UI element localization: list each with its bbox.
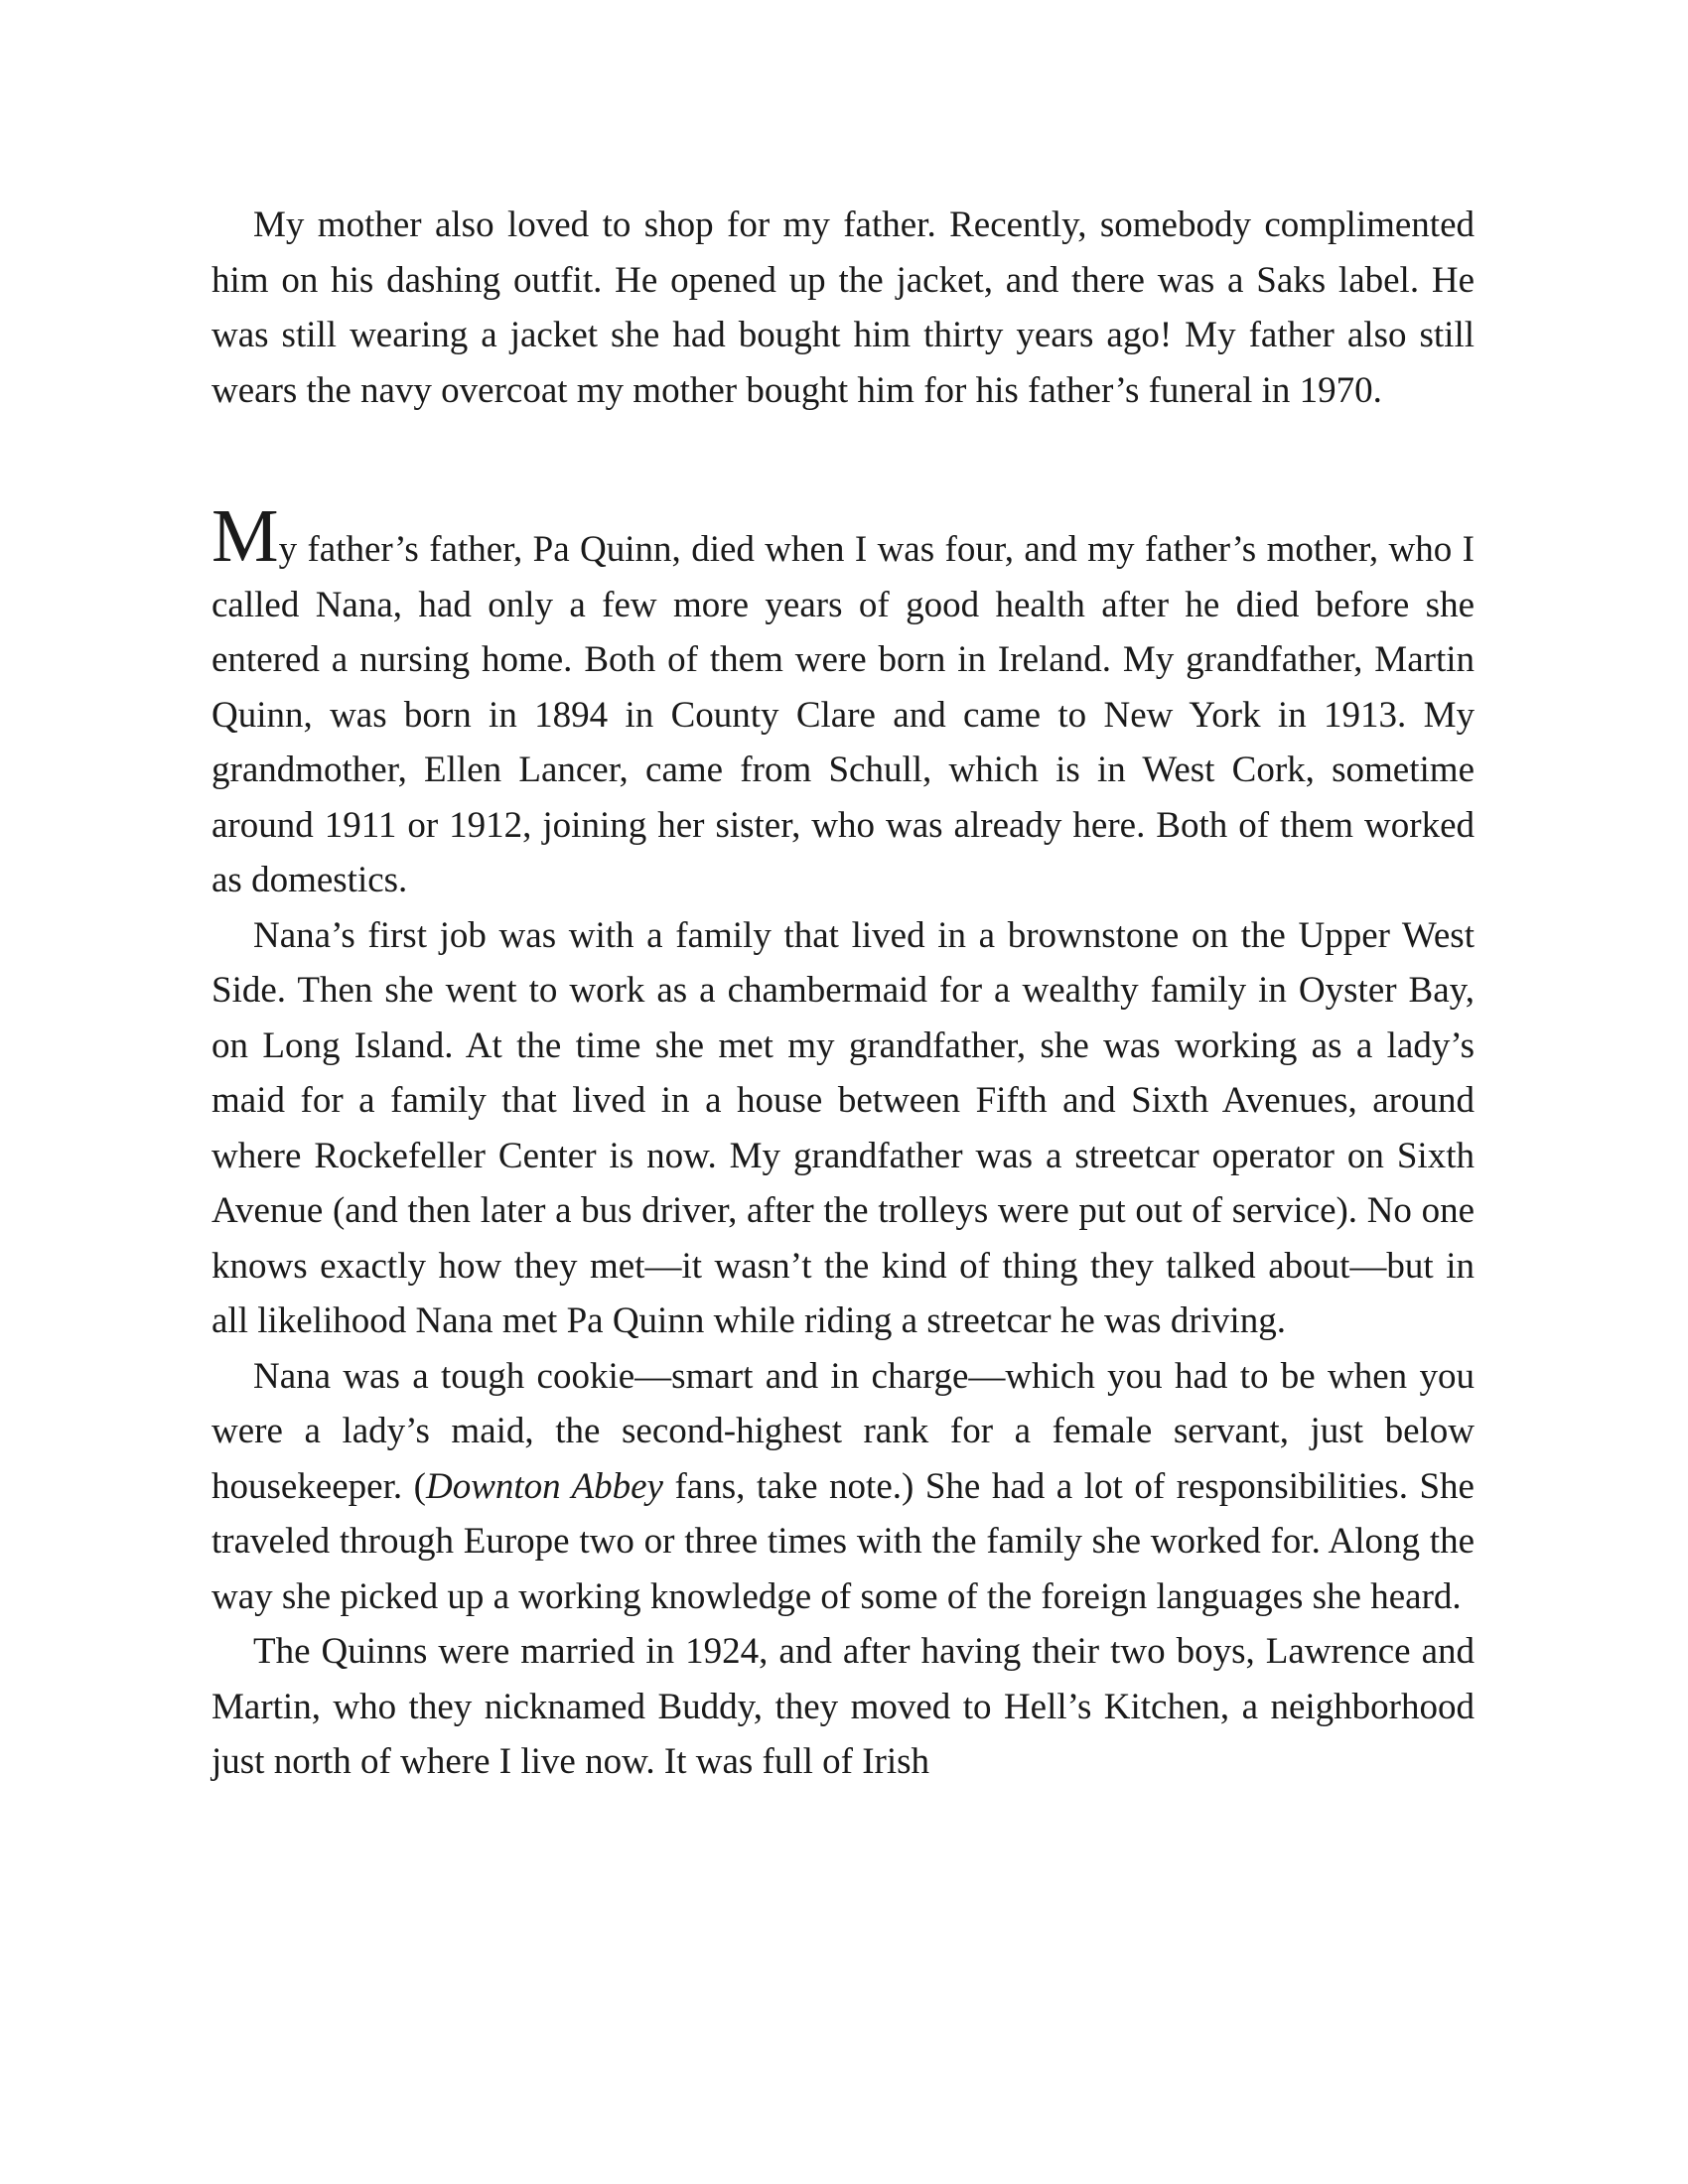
paragraph-grandparents-text: y father’s father, Pa Quinn, died when I was four, and my father’s mother, who I called Nana, had only a few more years of good health after he died before she entered a nursing home. Both of them were born in Ireland. My grandfather, Martin Quinn, was born in 1894 in County Clare and came to New York in 1913. My grandmother, Ellen Lancer, came from Schull, which is in West Cork, sometime around 1911 or 1912, joining her sister, who was already here. Both of them worked as domestics.	[211, 529, 1475, 900]
paragraph-nana-jobs: Nana’s first job was with a family that lived in a brownstone on the Upper West Side. Then she went to work as a chambermaid for a wealthy family in Oyster Bay, on Long Island. At the time she met my grandfather, she was working as a lady’s maid for a family that lived in a house between Fifth and Sixth Avenues, around where Rockefeller Center is now. My grandfather was a streetcar operator on Sixth Avenue (and then later a bus driver, after the trolleys were put out of service). No one knows exactly how they met—it wasn’t the kind of thing they talked about—but in all likelihood Nana met Pa Quinn while riding a streetcar he was driving.	[211, 914, 1475, 1341]
paragraph-grandparents	[211, 494, 1475, 908]
paragraph-quinns-marriage: The Quinns were married in 1924, and after having their two boys, Lawrence and Martin, who they nicknamed Buddy, they moved to Hell’s Kitchen, a neighborhood just north of where I live now. It was full of Irish	[211, 1631, 1475, 1782]
paragraph-nana-character-text-2: fans, take note.) She had a lot of responsibilities. She traveled through Europe two or three times with the family she worked for. Along the way she picked up a working knowledge of some of the foreign languages she heard.	[211, 1465, 1475, 1617]
paragraph-shopping: My mother also loved to shop for my father. Recently, somebody complimented him on his dashing outfit. He opened up the jacket, and there was a Saks label. He was still wearing a jacket she had bought him thirty years ago! My father also still wears the navy overcoat my mother bought him for his father’s funeral in 1970.	[211, 205, 1475, 411]
italic-title-reference: Downton Abbey	[425, 1465, 663, 1507]
paragraph-nana-character-text-1: Nana was a tough cookie—smart and in charge—which you had to be when you were a lady’s maid, the second-highest rank for a female servant, just below housekeeper. (	[211, 1355, 1475, 1507]
page-body	[211, 198, 1475, 1790]
paragraph-nana-character	[211, 1349, 1475, 1625]
drop-initial-letter: M	[211, 494, 279, 578]
